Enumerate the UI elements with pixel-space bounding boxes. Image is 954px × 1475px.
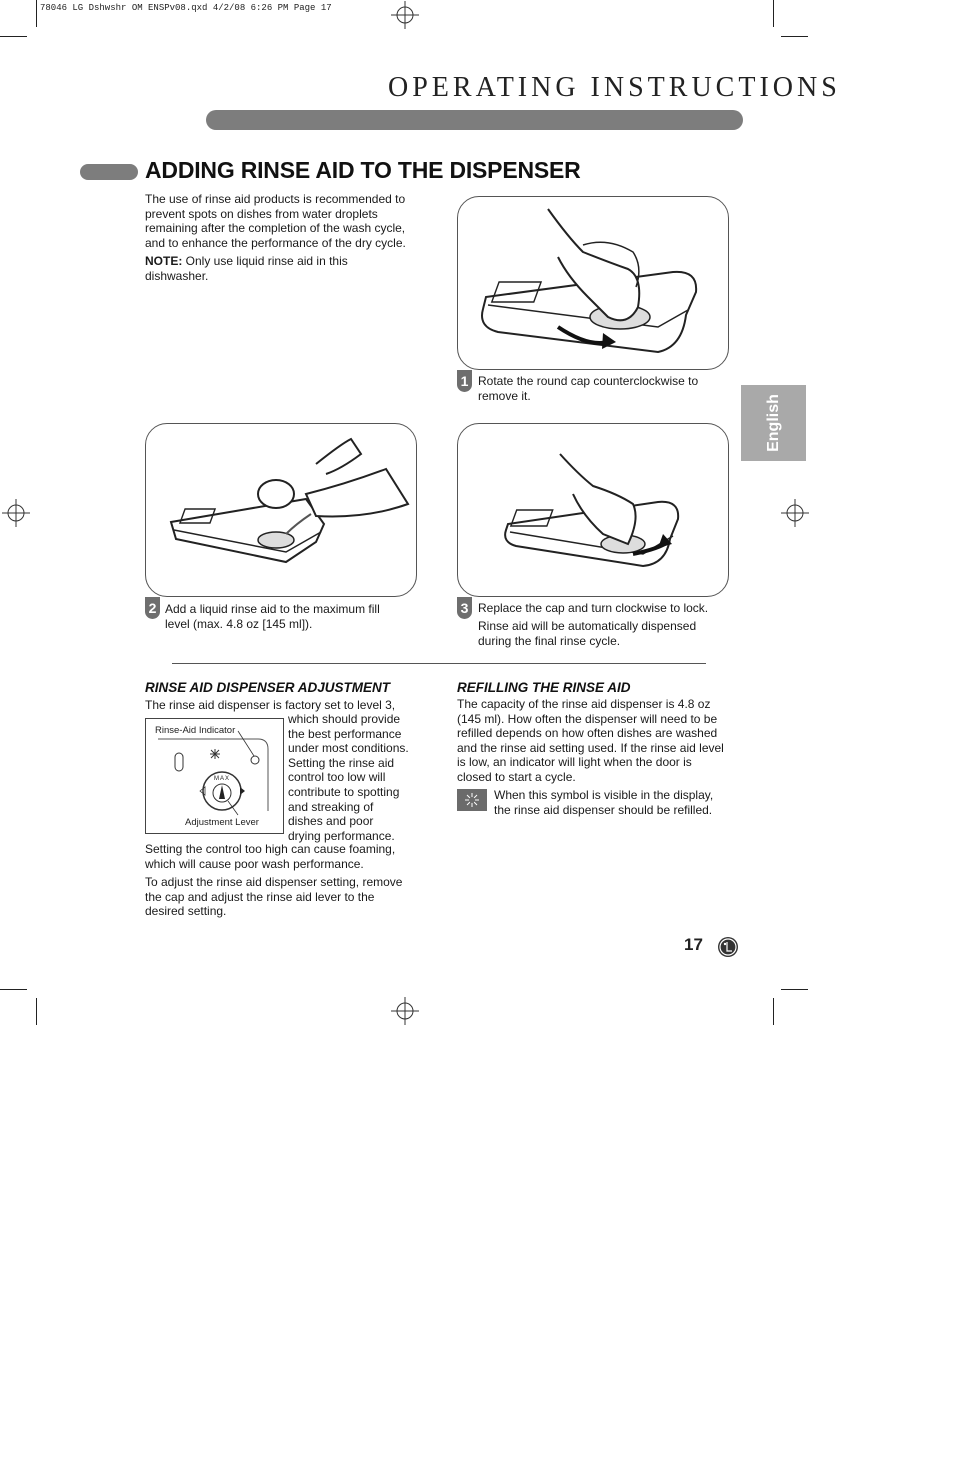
step-1-text: Rotate the round cap counterclockwise to remove it. <box>478 374 699 403</box>
language-tab <box>741 385 806 461</box>
step-2-illustration <box>145 423 417 597</box>
registration-mark-icon <box>391 997 419 1025</box>
refill-heading: REFILLING THE RINSE AID <box>457 680 631 695</box>
dispenser-cap-replace-drawing <box>458 424 728 596</box>
intro-paragraph: The use of rinse aid products is recommended to prevent spots on dishes from water droplets remaining after the completion of the wash cycle, and to enhance the performance of the dry cycle. <box>145 192 406 250</box>
step-3-extra: Rinse aid will be automatically dispensed during the final rinse cycle. <box>478 619 697 648</box>
adjustment-para-2: Setting the control too high can cause foaming, which will cause poor wash performance. <box>145 842 396 871</box>
registration-mark-icon <box>2 499 30 527</box>
adjustment-lever-label: Adjustment Lever <box>185 817 259 828</box>
step-2-text: Add a liquid rinse aid to the maximum fill level (max. 4.8 oz [145 ml]). <box>165 602 380 631</box>
wrap-line: Setting the rinse aid <box>288 755 395 770</box>
wrap-line: under most conditions. <box>288 741 409 756</box>
section-pill <box>80 164 138 180</box>
page-number: 17 <box>684 935 703 954</box>
step-1-illustration <box>457 196 729 370</box>
crop-mark <box>0 36 27 37</box>
wrap-line: dishes and poor <box>288 814 374 829</box>
registration-mark-icon <box>391 1 419 29</box>
wrap-line: control too low will <box>288 770 386 785</box>
wrap-line: and streaking of <box>288 799 374 814</box>
lg-logo-icon <box>718 937 738 957</box>
step-3-illustration <box>457 423 729 597</box>
header-bar <box>206 110 743 130</box>
wrap-line: drying performance. <box>288 828 395 843</box>
wrap-line: the best performance <box>288 726 402 741</box>
dispenser-cap-remove-drawing <box>458 197 728 369</box>
refill-symbol-text: When this symbol is visible in the display, the rinse aid dispenser should be refilled. <box>494 788 714 817</box>
section-title: ADDING RINSE AID TO THE DISPENSER <box>145 157 581 183</box>
crop-mark <box>36 0 37 27</box>
dial-max-label: MAX <box>214 776 231 782</box>
wrap-line: contribute to spotting <box>288 784 400 799</box>
crop-mark <box>781 989 808 990</box>
crop-mark <box>773 998 774 1025</box>
adjustment-wrap-text <box>288 712 423 843</box>
rinse-aid-symbol-icon <box>457 789 487 811</box>
adjustment-para-3: To adjust the rinse aid dispenser setting, remove the cap and adjust the rinse aid lever to the desired setting. <box>145 875 403 919</box>
intro-note <box>145 254 410 283</box>
note-label: NOTE: <box>145 254 183 269</box>
adjustment-heading: RINSE AID DISPENSER ADJUSTMENT <box>145 680 391 695</box>
step-3-badge: 3 <box>457 597 472 619</box>
step-2-badge: 2 <box>145 597 160 619</box>
step-3-text: Replace the cap and turn clockwise to lock. <box>478 601 709 615</box>
crop-mark <box>0 989 27 990</box>
refill-paragraph: The capacity of the rinse aid dispenser is 4.8 oz (145 ml). How often the dispenser will need to be refilled depends on how often dishes are washed and the rinse aid setting used. If the rinse aid level is low, an indicator will light when the door is closed to start a cycle. <box>457 697 724 784</box>
crop-mark <box>773 0 774 27</box>
crop-mark <box>781 36 808 37</box>
crop-mark <box>36 998 37 1025</box>
language-tab-label: English <box>764 394 782 452</box>
note-text: Only use liquid rinse aid in this dishwasher. <box>145 254 348 283</box>
rinse-aid-indicator-label: Rinse-Aid Indicator <box>155 725 236 736</box>
dispenser-pour-drawing <box>146 424 416 596</box>
print-slug: 78046 LG Dshwshr OM ENSPv08.qxd 4/2/08 6:26 PM Page 17 <box>40 3 332 13</box>
registration-mark-icon <box>781 499 809 527</box>
step-1-badge: 1 <box>457 370 472 392</box>
adjustment-lead: The rinse aid dispenser is factory set to level 3, <box>145 698 396 712</box>
wrap-line: which should provide <box>288 712 401 726</box>
intro-text <box>145 192 410 284</box>
section-divider <box>172 663 706 664</box>
header-title: OPERATING INSTRUCTIONS <box>388 72 841 103</box>
dispenser-diagram <box>145 718 284 834</box>
